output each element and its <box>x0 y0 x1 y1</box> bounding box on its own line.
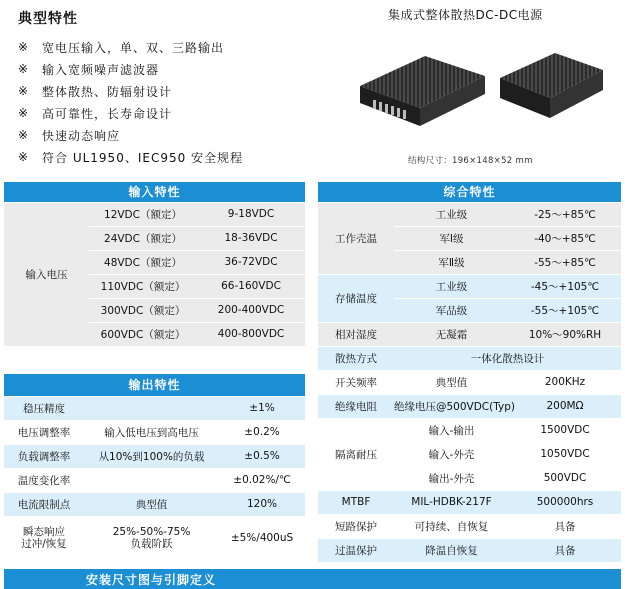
general-spec-table <box>318 182 621 563</box>
bullet-mark: ※ <box>18 84 30 98</box>
output-condition: 从10%到100%的负载 <box>84 444 219 468</box>
bullet-mark: ※ <box>18 62 30 76</box>
input-range-cell: 400-800VDC <box>197 322 305 346</box>
insulation-value: 200MΩ <box>509 394 621 418</box>
grade-cell: 军Ⅱ级 <box>394 250 509 274</box>
input-range-cell: 66-160VDC <box>197 274 305 298</box>
isolation-condition: 输入-外壳 <box>394 442 509 466</box>
output-condition: 典型值 <box>84 492 219 516</box>
feature-text: 快速动态响应 <box>42 128 121 143</box>
insulation-label: 绝缘电阻 <box>318 394 394 418</box>
feature-item <box>18 80 318 102</box>
feature-list <box>18 36 318 168</box>
over-temp-value: 具备 <box>509 538 621 562</box>
input-spec-cell: 12VDC（额定） <box>89 202 197 226</box>
input-spec-cell: 48VDC（额定） <box>89 250 197 274</box>
input-range-cell: 9-18VDC <box>197 202 305 226</box>
feature-text: 宽电压输入，单、双、三路输出 <box>42 40 225 55</box>
humidity-value: 10%～90%RH <box>509 322 621 346</box>
operating-temp-label: 工作壳温 <box>318 202 394 274</box>
input-range-cell: 18-36VDC <box>197 226 305 250</box>
feature-text: 输入宽频噪声滤波器 <box>42 62 160 77</box>
output-value: ±1% <box>219 396 305 420</box>
input-voltage-label: 输入电压 <box>4 202 89 346</box>
grade-cell: 工业级 <box>394 202 509 226</box>
output-param-name: 电压调整率 <box>4 420 84 444</box>
output-param-name: 负载调整率 <box>4 444 84 468</box>
output-param-name: 稳压精度 <box>4 396 84 420</box>
output-param-name: 电流限制点 <box>4 492 84 516</box>
feature-item <box>18 36 318 58</box>
output-condition <box>84 468 219 492</box>
isolation-label: 隔离耐压 <box>318 418 394 490</box>
bullet-mark: ※ <box>18 40 30 54</box>
feature-item <box>18 58 318 80</box>
output-condition: 输入低电压到高电压 <box>84 420 219 444</box>
grade-cell: 军Ⅰ级 <box>394 226 509 250</box>
input-spec-cell: 24VDC（额定） <box>89 226 197 250</box>
product-image <box>355 48 605 138</box>
short-circuit-label: 短路保护 <box>318 514 394 538</box>
isolation-condition: 输出-外壳 <box>394 466 509 490</box>
bullet-mark: ※ <box>18 150 30 164</box>
switching-condition: 典型值 <box>394 370 509 394</box>
short-circuit-condition: 可持续、自恢复 <box>394 514 509 538</box>
cooling-label: 散热方式 <box>318 346 394 370</box>
output-param-name: 瞬态响应 过冲/恢复 <box>4 516 84 560</box>
output-value: ±0.5% <box>219 444 305 468</box>
feature-item <box>18 102 318 124</box>
insulation-condition: 绝缘电压@500VDC(Typ) <box>394 394 509 418</box>
section-title: 典型特性 <box>18 11 78 27</box>
output-value: ±5%/400uS <box>219 516 305 560</box>
product-title: 集成式整体散热DC-DC电源 <box>388 8 543 22</box>
feature-text: 整体散热、防辐射设计 <box>42 84 173 99</box>
output-condition: 25%-50%-75% 负载阶跃 <box>84 516 219 560</box>
general-table-title: 综合特性 <box>318 182 621 202</box>
output-value: 120% <box>219 492 305 516</box>
isolation-value: 500VDC <box>509 466 621 490</box>
temp-value: -25～+85℃ <box>509 202 621 226</box>
bullet-mark: ※ <box>18 106 30 120</box>
storage-temp-label: 存储温度 <box>318 274 394 322</box>
footer-section-bar <box>4 569 621 589</box>
output-param-name: 温度变化率 <box>4 468 84 492</box>
mtbf-condition: MIL-HDBK-217F <box>394 490 509 514</box>
input-range-cell: 200-400VDC <box>197 298 305 322</box>
feature-text: 高可靠性，长寿命设计 <box>42 106 173 121</box>
mtbf-label: MTBF <box>318 490 394 514</box>
temp-value: -40～+85℃ <box>509 226 621 250</box>
output-value: ±0.02%/℃ <box>219 468 305 492</box>
footer-title: 安装尺寸图与引脚定义 <box>86 573 217 587</box>
over-temp-condition: 降温自恢复 <box>394 538 509 562</box>
input-spec-cell: 110VDC（额定） <box>89 274 197 298</box>
input-spec-table <box>4 182 305 347</box>
feature-item <box>18 124 318 146</box>
over-temp-label: 过温保护 <box>318 538 394 562</box>
output-condition <box>84 396 219 420</box>
mtbf-value: 500000hrs <box>509 490 621 514</box>
humidity-label: 相对湿度 <box>318 322 394 346</box>
switching-freq-label: 开关频率 <box>318 370 394 394</box>
input-table-title: 输入特性 <box>4 182 305 202</box>
isolation-value: 1500VDC <box>509 418 621 442</box>
dimensions-caption: 结构尺寸：196×148×52 mm <box>408 156 533 166</box>
cooling-value: 一体化散热设计 <box>394 346 621 370</box>
grade-cell: 工业级 <box>394 274 509 298</box>
temp-value: -55～+85℃ <box>509 250 621 274</box>
output-spec-table <box>4 374 305 561</box>
output-value: ±0.2% <box>219 420 305 444</box>
feature-item <box>18 146 318 168</box>
isolation-value: 1050VDC <box>509 442 621 466</box>
output-table-title: 输出特性 <box>4 374 305 396</box>
temp-value: -55～+105℃ <box>509 298 621 322</box>
switching-value: 200KHz <box>509 370 621 394</box>
humidity-condition: 无凝霜 <box>394 322 509 346</box>
feature-text: 符合 UL1950、IEC950 安全规程 <box>42 150 244 165</box>
input-spec-cell: 600VDC（额定） <box>89 322 197 346</box>
grade-cell: 军品级 <box>394 298 509 322</box>
input-range-cell: 36-72VDC <box>197 250 305 274</box>
isolation-condition: 输入-输出 <box>394 418 509 442</box>
short-circuit-value: 具备 <box>509 514 621 538</box>
input-spec-cell: 300VDC（额定） <box>89 298 197 322</box>
temp-value: -45～+105℃ <box>509 274 621 298</box>
bullet-mark: ※ <box>18 128 30 142</box>
